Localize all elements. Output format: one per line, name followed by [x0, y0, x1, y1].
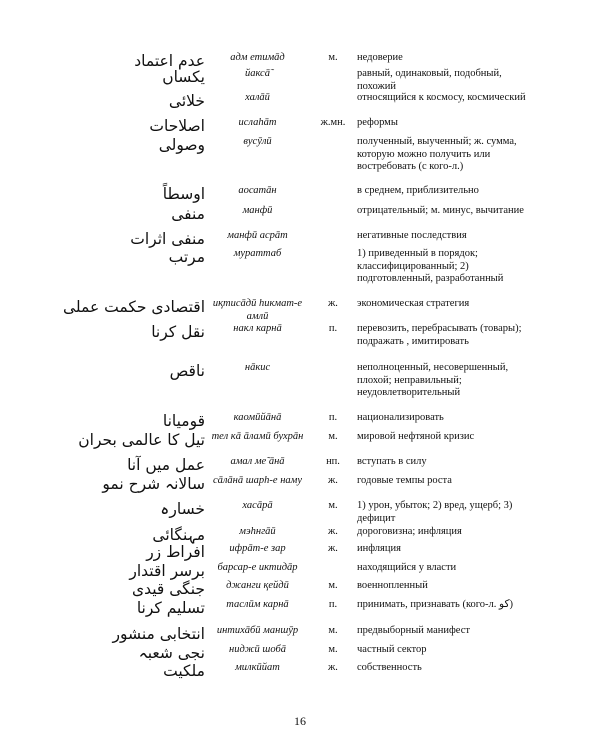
russian-gloss: предвыборный манифест [357, 625, 470, 636]
russian-gloss: дороговизна; инфляция [357, 526, 462, 537]
transliteration: йаксā̃ [245, 68, 270, 79]
part-of-speech: ж. [328, 662, 338, 673]
part-of-speech: ж. [328, 298, 338, 309]
russian-gloss: собственность [357, 662, 422, 673]
part-of-speech: м. [328, 431, 338, 442]
transliteration: джанги қейдӣ [226, 580, 289, 591]
urdu-term: منفی اثرات [130, 230, 205, 248]
urdu-term: خلائی [168, 92, 205, 110]
transliteration: вусӯлӣ [243, 136, 272, 147]
part-of-speech: нп. [326, 456, 340, 467]
russian-gloss: годовые темпы роста [357, 475, 452, 486]
russian-gloss: отрицательный; м. минус, вычитание [357, 205, 524, 216]
transliteration: манфӣ [242, 205, 273, 216]
part-of-speech: ж. [328, 526, 338, 537]
russian-gloss: экономическая стратегия [357, 298, 470, 309]
urdu-term: عدم اعتماد [134, 52, 205, 70]
urdu-term: برسر اقتدار [129, 562, 205, 580]
transliteration: хасāрā [242, 500, 273, 511]
part-of-speech: ж.мн. [320, 117, 346, 128]
russian-gloss: находящийся у власти [357, 562, 457, 573]
urdu-term: تیل کا عالمی بحران [78, 431, 205, 449]
urdu-term: نجی شعبہ [138, 644, 205, 662]
russian-gloss: негативные последствия [357, 230, 467, 241]
transliteration: ифрāт-е зар [229, 543, 286, 554]
part-of-speech: м. [328, 500, 338, 511]
urdu-term: نقل کرنا [151, 323, 205, 341]
urdu-term: مہنگائی [152, 526, 205, 544]
part-of-speech: ж. [328, 475, 338, 486]
russian-gloss: относящийся к космосу, космический [357, 92, 526, 103]
urdu-term: وصولی [158, 136, 205, 154]
transliteration: тел кā āламӣ бухрāн [211, 431, 304, 442]
russian-gloss: равный, одинаковый, подобный, похожий [357, 68, 502, 92]
transliteration: ислаhāт [238, 117, 277, 128]
transliteration: каомӣйāнā [233, 412, 282, 423]
urdu-term: قومیانا [162, 412, 205, 430]
part-of-speech: ж. [328, 543, 338, 554]
transliteration: интихāбӣ маншӯр [216, 625, 299, 636]
transliteration: ниджӣ шобā [229, 644, 286, 655]
russian-gloss: полученный, выученный; ж. сумма, которую можно получить или востребовать (с кого-л.) [357, 136, 517, 172]
transliteration: нāкис [244, 362, 271, 373]
part-of-speech: м. [328, 625, 338, 636]
urdu-term: اصلاحات [149, 117, 205, 135]
russian-gloss: неполноценный, несовершенный, плохой; неправильный; неудовлетворительный [357, 362, 509, 398]
urdu-term: جنگی قیدی [131, 580, 205, 598]
urdu-term: ناقص [169, 362, 205, 380]
russian-gloss: национализировать [357, 412, 444, 423]
urdu-term: انتخابی منشور [112, 625, 205, 643]
russian-gloss: в среднем, приблизительно [357, 185, 479, 196]
urdu-term: عمل میں آنا [127, 456, 205, 474]
transliteration: манфӣ асрāт [227, 230, 288, 241]
urdu-term: اوسطاً [162, 185, 205, 203]
urdu-term: خسارہ [160, 500, 205, 518]
russian-gloss: 1) урон, убыток; 2) вред, ущерб; 3) дефицит [357, 500, 513, 524]
russian-gloss: реформы [357, 117, 398, 128]
urdu-term: ملکیت [163, 662, 205, 680]
transliteration: мураттаб [233, 248, 282, 259]
transliteration: милкӣйат [235, 662, 280, 673]
transliteration: барсар-е иктидāр [217, 562, 298, 573]
russian-gloss: частный сектор [357, 644, 427, 655]
urdu-term: سالانہ شرح نمو [102, 475, 205, 493]
russian-gloss: вступать в силу [357, 456, 427, 467]
transliteration: адм етимāд [230, 52, 285, 63]
transliteration: накл карнā [233, 323, 282, 334]
transliteration: амал ме̃ āнā [230, 456, 285, 467]
russian-gloss: 1) приведенный в порядок; классифицированный; 2) подготовленный, разработанный [357, 248, 504, 284]
part-of-speech: м. [328, 644, 338, 655]
transliteration: сāлāнā шарh-е наму [212, 475, 303, 486]
part-of-speech: п. [328, 412, 338, 423]
part-of-speech: м. [328, 580, 338, 591]
part-of-speech: м. [328, 52, 338, 63]
transliteration: иқтисāдӣ hикмат-е амлӣ [212, 298, 303, 322]
russian-gloss: мировой нефтяной кризис [357, 431, 475, 442]
russian-gloss: принимать, признавать (кого-л. کو) [357, 599, 513, 610]
part-of-speech: п. [328, 323, 338, 334]
urdu-term: مرتب [168, 248, 205, 266]
transliteration: аосатāн [238, 185, 277, 196]
transliteration: халāӣ [245, 92, 270, 103]
urdu-term: افراط زر [146, 543, 205, 561]
russian-gloss: военнопленный [357, 580, 428, 591]
russian-gloss: перевозить, перебрасывать (товары); подражать , имитировать [357, 323, 522, 347]
urdu-term: تسلیم کرنا [136, 599, 205, 617]
transliteration: мэhнгāӣ [239, 526, 276, 537]
russian-gloss: инфляция [357, 543, 401, 554]
russian-gloss: недоверие [357, 52, 403, 63]
urdu-term: اقتصادی حکمت عملی [62, 298, 205, 316]
page-number: 16 [294, 714, 306, 728]
part-of-speech: п. [328, 599, 338, 610]
transliteration: таслӣм карнā [226, 599, 289, 610]
urdu-term: یکساں [162, 68, 205, 86]
urdu-term: منفی [171, 205, 205, 223]
